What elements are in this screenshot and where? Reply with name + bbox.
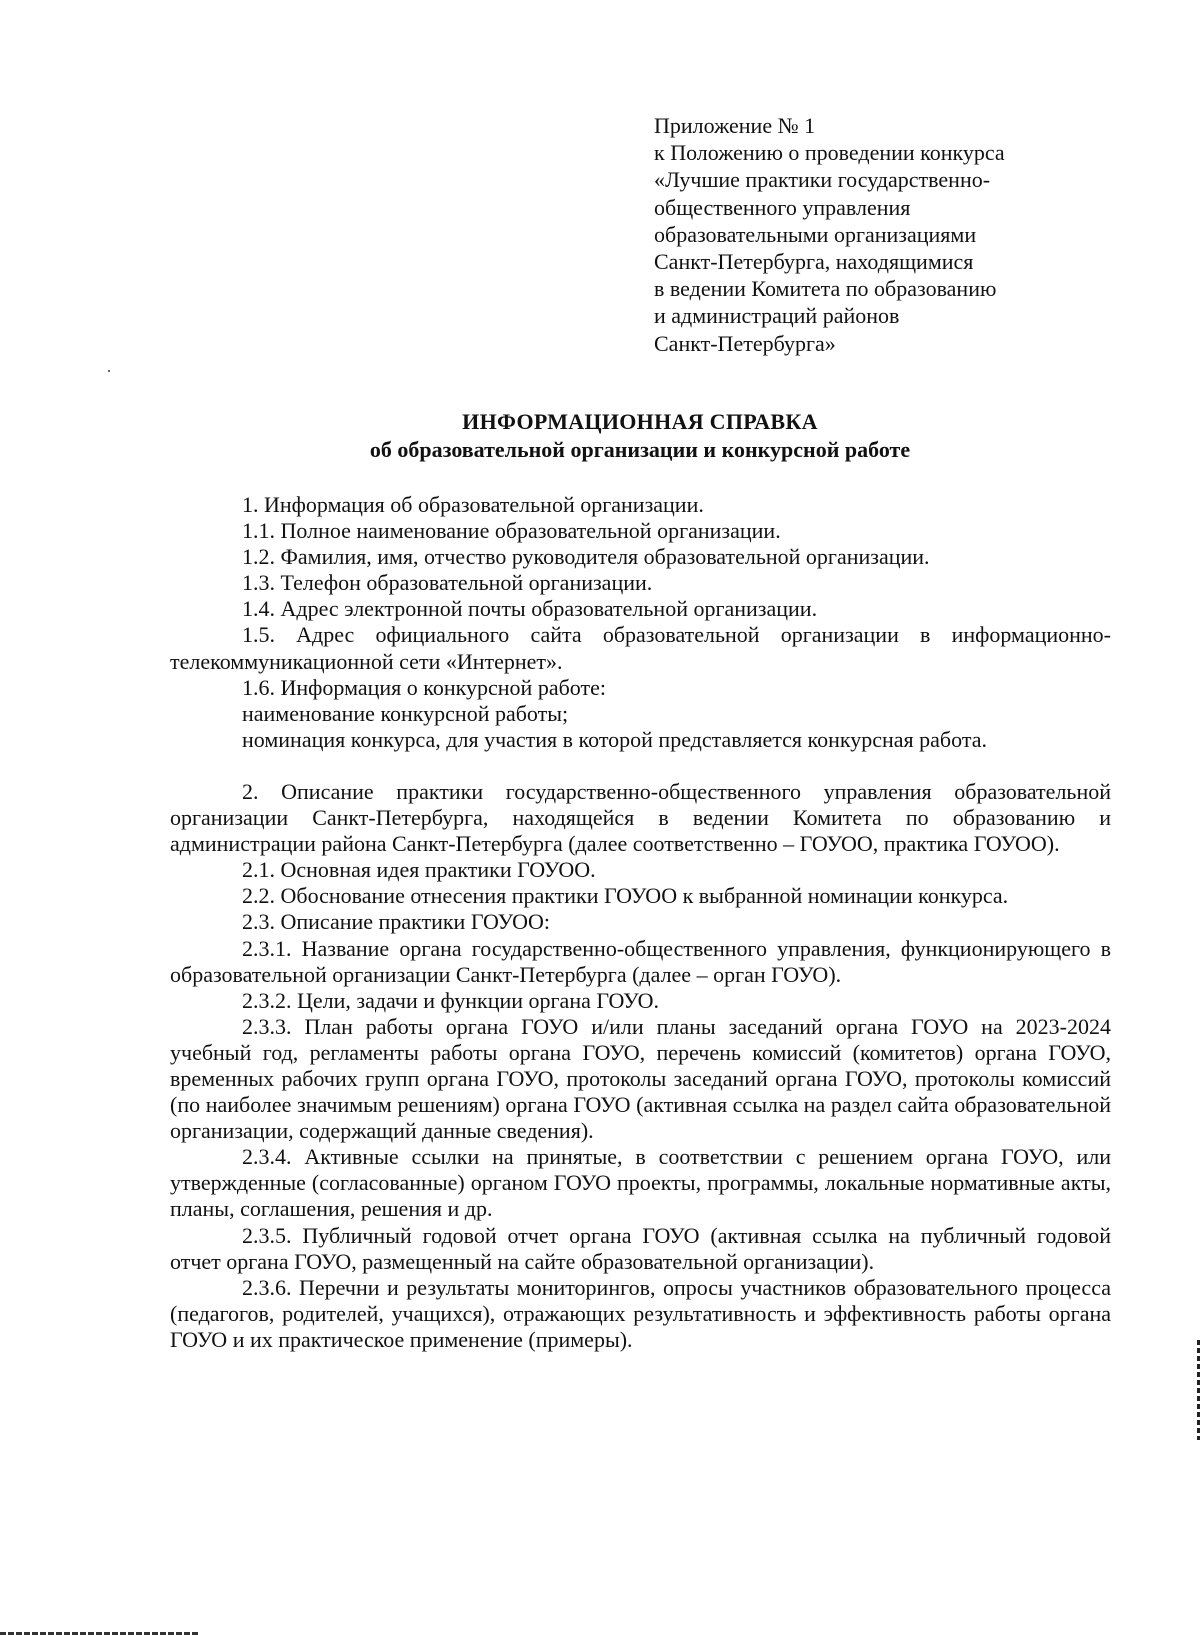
paragraph-2-3-1: 2.3.1. Название органа государственно-общественного управления, функционирующего в образовательной организации Санкт-Петербурга (далее – орган ГОУО). [170,935,1111,987]
paragraph-1-1: 1.1. Полное наименование образовательной организации. [242,518,781,544]
title-subtitle: об образовательной организации и конкурсной работе [369,437,911,462]
document-title [170,408,1110,464]
appendix-line: образовательными организациями [654,221,977,247]
appendix-line: Санкт-Петербурга» [654,330,836,356]
paragraph-1: 1. Информация об образовательной организации. [242,492,704,517]
appendix-header [654,112,1074,357]
paragraph-1-2: 1.2. Фамилия, имя, отчество руководителя образовательной организации. [242,544,930,570]
paragraph-2-2: 2.2. Обоснование отнесения практики ГОУОО к выбранной номинации конкурса. [242,883,1009,909]
scan-speck [108,370,110,372]
paragraph-2-3-4: 2.3.4. Активные ссылки на принятые, в соответствии с решением органа ГОУО, или утвержденные (согласованные) органом ГОУО проекты, программы, локальные нормативные акты, планы, соглашения, решения и др. [170,1144,1111,1222]
paragraph-2-3-3: 2.3.3. План работы органа ГОУО и/или планы заседаний органа ГОУО на 2023-2024 учебный год, регламенты работы органа ГОУО, перечень комиссий (комитетов) органа ГОУО, временных рабочих групп органа ГОУО, протоколы заседаний органа ГОУО, протоколы комиссий (по наиболее значимым решениям) органа ГОУО (активная ссылка на раздел сайта образовательной организации, содержащий данные сведения). [170,1013,1111,1144]
appendix-line: общественного управления [654,194,911,220]
paragraph-1-6-item-name: наименование конкурсной работы; [242,700,569,726]
appendix-line: Санкт-Петербурга, находящимися [654,249,974,275]
paragraph-2: 2. Описание практики государственно-общественного управления образовательной организации Санкт-Петербурга, находящейся в ведении Комитета по образованию и администрации района Санкт-Петербурга (далее соответственно – ГОУОО, практика ГОУОО). [170,778,1111,857]
appendix-line: и администраций районов [654,303,900,329]
appendix-line: «Лучшие практики государственно- [654,167,991,193]
paragraph-2-3-6: 2.3.6. Перечни и результаты мониторингов, опросы участников образовательного процесса (педагогов, родителей, учащихся), отражающих результативность и эффективность работы органа ГОУО и их практическое применение (примеры). [170,1274,1111,1352]
appendix-line: в ведении Комитета по образованию [654,276,997,302]
document-body [170,492,1111,1353]
paragraph-1-3: 1.3. Телефон образовательной организации. [242,570,653,596]
paragraph-1-6-item-nomination: номинация конкурса, для участия в которой представляется конкурсная работа. [242,726,987,752]
paragraph-1-4: 1.4. Адрес электронной почты образовательной организации. [242,596,818,622]
title-main: ИНФОРМАЦИОННАЯ СПРАВКА [462,409,818,434]
appendix-line: к Положению о проведении конкурса [654,140,1005,166]
paragraph-2-3: 2.3. Описание практики ГОУОО: [242,909,551,935]
paragraph-2-1: 2.1. Основная идея практики ГОУОО. [242,857,596,883]
paragraph-1-5: 1.5. Адрес официального сайта образовательной организации в информационно-телекоммуникационной сети «Интернет». [170,622,1111,674]
paragraph-2-3-2: 2.3.2. Цели, задачи и функции органа ГОУО. [242,987,660,1013]
paragraph-1-6: 1.6. Информация о конкурсной работе: [242,674,606,700]
appendix-line: Приложение № 1 [654,113,816,138]
paragraph-2-3-5: 2.3.5. Публичный годовой отчет органа ГОУО (активная ссылка на публичный годовой отчет органа ГОУО, размещенный на сайте образовательной организации). [170,1222,1111,1274]
